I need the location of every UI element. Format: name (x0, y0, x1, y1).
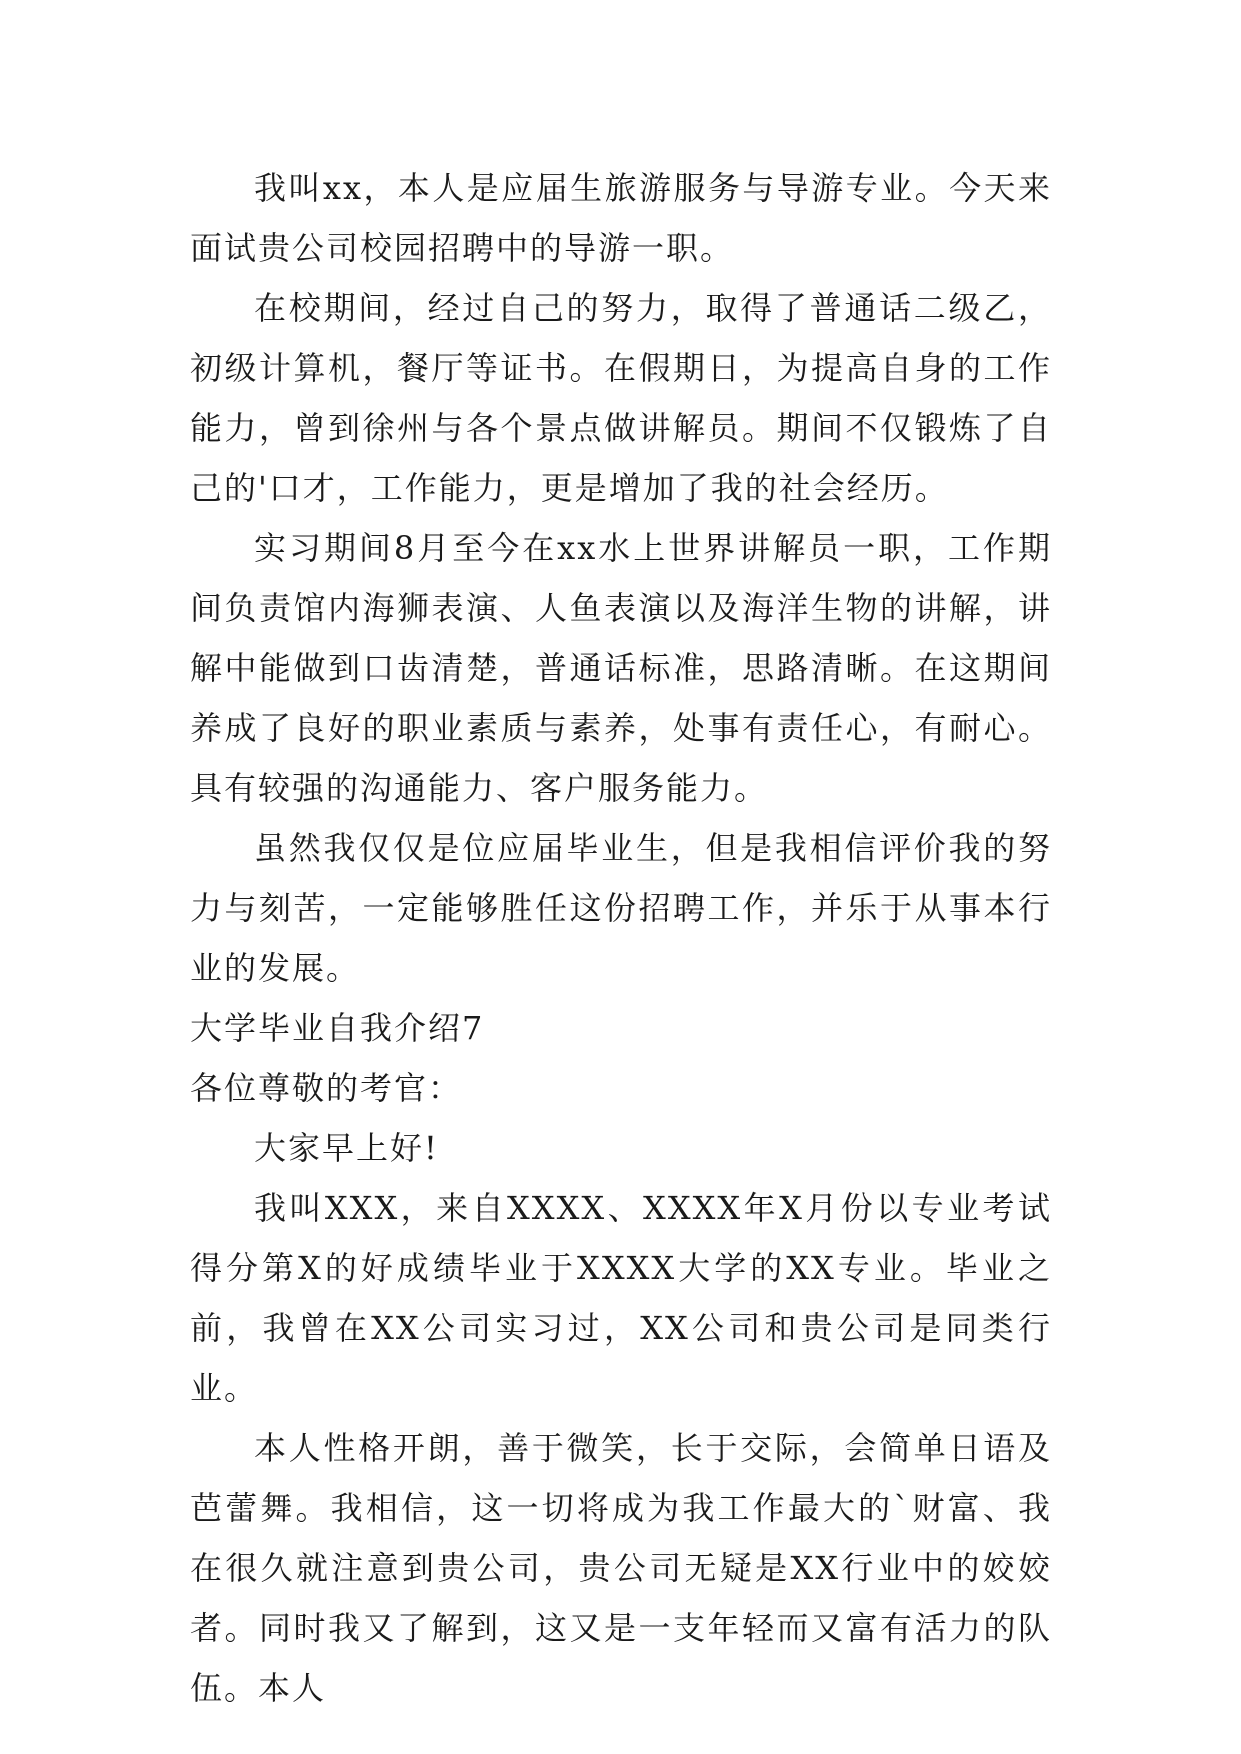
paragraph-internship: 实习期间8月至今在xx水上世界讲解员一职，工作期间负责馆内海狮表演、人鱼表演以及海洋生物的讲解，讲解中能做到口齿清楚，普通话标准，思路清晰。在这期间养成了良好的职业素质与素养，处事有责任心，有耐心。具有较强的沟通能力、客户服务能力。 (190, 529, 1052, 807)
section-heading: 大学毕业自我介绍7 (190, 1009, 485, 1047)
paragraph-conclusion: 虽然我仅仅是位应届毕业生，但是我相信评价我的努力与刻苦，一定能够胜任这份招聘工作，并乐于从事本行业的发展。 (190, 829, 1052, 987)
greeting: 大家早上好! (254, 1129, 439, 1167)
paragraph-background: 我叫XXX，来自XXXX、XXXX年X月份以专业考试得分第X的好成绩毕业于XXXX大学的XX专业。毕业之前，我曾在XX公司实习过，XX公司和贵公司是同类行业。 (190, 1189, 1052, 1407)
paragraph-intro: 我叫xx，本人是应届生旅游服务与导游专业。今天来面试贵公司校园招聘中的导游一职。 (190, 169, 1052, 267)
paragraph-school-experience: 在校期间，经过自己的努力，取得了普通话二级乙，初级计算机，餐厅等证书。在假期日，为提高自身的工作能力，曾到徐州与各个景点做讲解员。期间不仅锻炼了自己的'口才，工作能力，更是增加了我的社会经历。 (190, 289, 1052, 507)
document-body (190, 158, 1052, 1718)
salutation: 各位尊敬的考官： (190, 1069, 463, 1107)
paragraph-personality: 本人性格开朗，善于微笑，长于交际，会简单日语及芭蕾舞。我相信，这一切将成为我工作最大的`财富、我在很久就注意到贵公司，贵公司无疑是XX行业中的姣姣者。同时我又了解到，这又是一支年轻而又富有活力的队伍。本人 (190, 1429, 1052, 1707)
